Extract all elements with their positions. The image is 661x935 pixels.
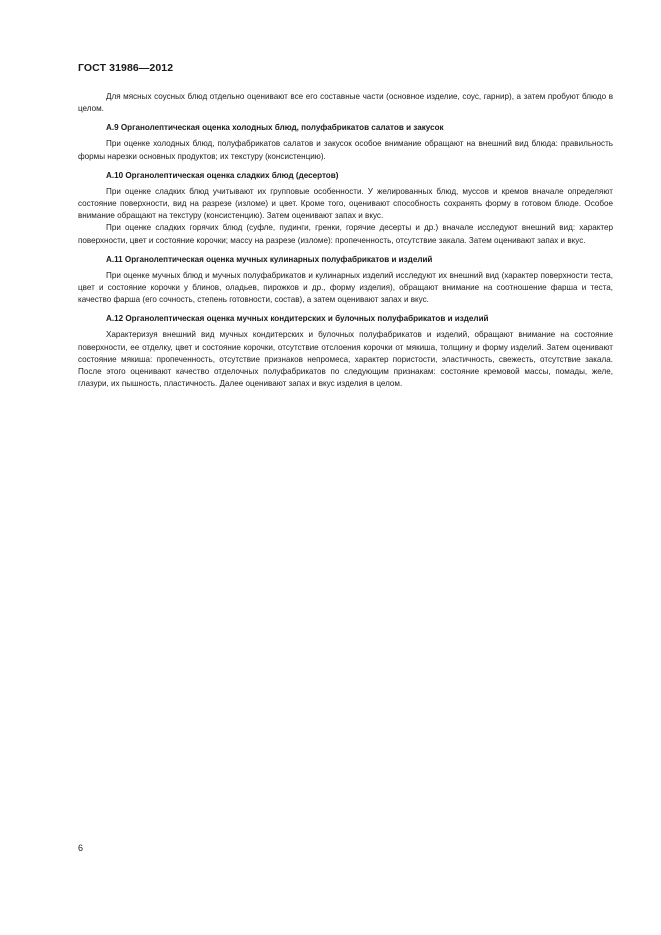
page-number: 6	[78, 843, 84, 853]
section-a9-paragraph: При оценке холодных блюд, полуфабрикатов салатов и закусок особое внимание обращают на внешний вид блюда: правильность формы нарезки основных продуктов; их текстуру (консистенцию).	[78, 139, 613, 161]
section-heading-a10: А.10 Органолептическая оценка сладких блюд (десертов)	[106, 170, 339, 180]
document-body	[78, 91, 613, 390]
section-a10-paragraph-2: При оценке сладких горячих блюд (суфле, пудинги, гренки, горячие десерты и др.) вначале исследуют внешний вид: характер поверхности, цвет и состояние корочки; массу на разрезе (изломе): пропеченность, отсутствие закала. Затем оценивают запах и вкус.	[78, 223, 613, 245]
section-heading-a11: А.11 Органолептическая оценка мучных кулинарных полуфабрикатов и изделий	[106, 254, 433, 264]
intro-paragraph: Для мясных соусных блюд отдельно оценивают все его составные части (основное изделие, соус, гарнир), а затем пробуют блюдо в целом.	[78, 92, 613, 114]
section-heading-a12: А.12 Органолептическая оценка мучных кондитерских и булочных полуфабрикатов и изделий	[106, 314, 489, 324]
section-a11-paragraph: При оценке мучных блюд и мучных полуфабрикатов и кулинарных изделий исследуют их внешний вид (характер поверхности теста, цвет и состояние корочки у блинов, оладьев, пирожков и др., форму изделия), обращают внимание на соотношение фарша и теста, качество фарша (его сочность, степень готовности, состав), а затем оценивают запах и вкус.	[78, 270, 613, 305]
section-a12-paragraph: Характеризуя внешний вид мучных кондитерских и булочных полуфабрикатов и изделий, обращают внимание на состояние поверхности, ее отделку, цвет и состояние корочки, отсутствие отслоения корочки от мякиша, толщину и форму изделий. Затем оценивают состояние мякиша: пропеченность, отсутствие признаков непромеса, характер пористости, эластичность, свежесть, отсутствие закала. После этого оценивают качество отделочных полуфабрикатов по следующим признакам: состояние кремовой массы, помады, желе, глазури, их пышность, пластичность. Далее оценивают запах и вкус изделия в целом.	[78, 330, 613, 389]
section-heading-a9: А.9 Органолептическая оценка холодных блюд, полуфабрикатов салатов и закусок	[106, 123, 444, 133]
section-a10-paragraph-1: При оценке сладких блюд учитывают их групповые особенности. У желированных блюд, муссов и кремов вначале определяют состояние поверхности, вид на разрезе (изломе) и цвет. Кроме того, оценивают способность сохранять форму в готовом блюде. Особое внимание обращают на текстуру (консистенцию). Затем оценивают запах и вкус.	[78, 186, 613, 221]
page-header-standard-code: ГОСТ 31986—2012	[78, 62, 174, 74]
